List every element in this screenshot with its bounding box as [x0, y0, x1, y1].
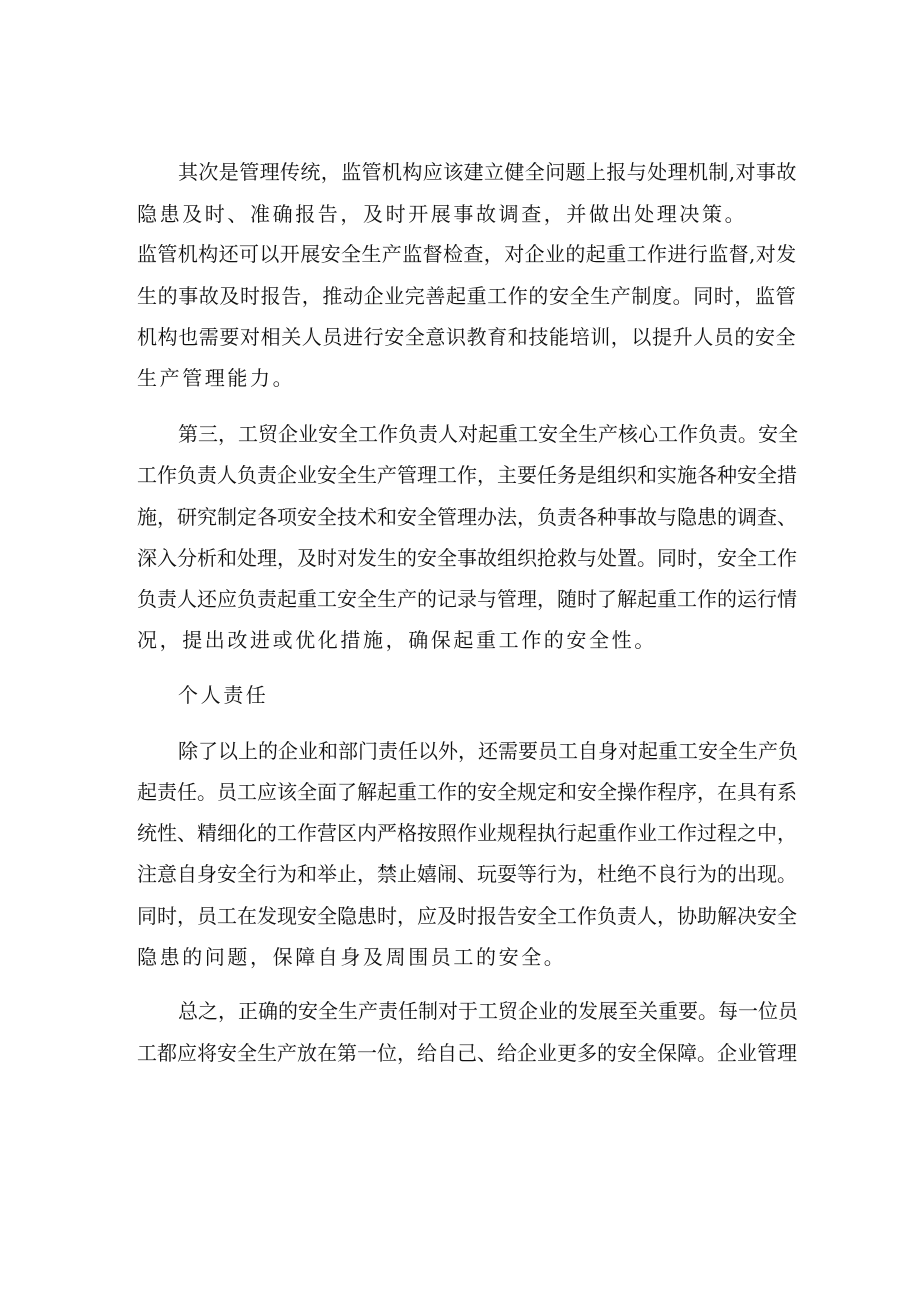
paragraph-1-line-2: 隐患及时、准确报告，及时开展事故调查，并做出处理决策。 — [137, 202, 748, 226]
section-heading-personal-responsibility: 个人责任 — [178, 683, 269, 707]
paragraph-3-line-4: 深入分析和处理，及时对发生的安全事故组织抢救与处置。同时，安全工作 — [137, 546, 797, 570]
paragraph-3-line-5: 负责人还应负责起重工安全生产的记录与管理，随时了解起重工作的运行情 — [137, 587, 797, 611]
paragraph-2-line-3: 机构也需要对相关人员进行安全意识教育和技能培训，以提升人员的安全 — [137, 325, 797, 349]
paragraph-4-line-4: 注意自身安全行为和举止，禁止嬉闹、玩耍等行为，杜绝不良行为的出现。 — [137, 862, 797, 886]
paragraph-4-line-2: 起责任。员工应该全面了解起重工作的安全规定和安全操作程序，在具有系 — [137, 780, 797, 804]
paragraph-5-line-2: 工都应将安全生产放在第一位，给自己、给企业更多的安全保障。企业管理 — [137, 1041, 797, 1065]
paragraph-4-line-1: 除了以上的企业和部门责任以外，还需要员工自身对起重工安全生产负 — [178, 739, 798, 763]
paragraph-4-line-3: 统性、精细化的工作营区内严格按照作业规程执行起重作业工作过程之中， — [137, 821, 797, 845]
paragraph-4-line-5: 同时，员工在发现安全隐患时，应及时报告安全工作负责人，协助解决安全 — [137, 904, 797, 928]
paragraph-2-line-1: 监管机构还可以开展安全生产监督检查，对企业的起重工作进行监督,对发 — [137, 242, 797, 266]
paragraph-3-line-2: 工作负责人负责企业安全生产管理工作，主要任务是组织和实施各种安全措 — [137, 463, 797, 487]
paragraph-2-line-4: 生产管理能力。 — [137, 366, 296, 390]
paragraph-3-line-6: 况，提出改进或优化措施，确保起重工作的安全性。 — [137, 628, 657, 652]
paragraph-3-line-3: 施，研究制定各项安全技术和安全管理办法，负责各种事故与隐患的调查、 — [137, 505, 797, 529]
paragraph-3-line-1: 第三，工贸企业安全工作负责人对起重工安全生产核心工作负责。安全 — [178, 422, 798, 446]
paragraph-4-line-6: 隐患的问题，保障自身及周围员工的安全。 — [137, 945, 567, 969]
paragraph-5-line-1: 总之，正确的安全生产责任制对于工贸企业的发展至关重要。每一位员 — [178, 999, 798, 1023]
paragraph-2-line-2: 生的事故及时报告，推动企业完善起重工作的安全生产制度。同时，监管 — [137, 284, 797, 308]
paragraph-1-line-1: 其次是管理传统，监管机构应该建立健全问题上报与处理机制,对事故 — [178, 160, 797, 184]
